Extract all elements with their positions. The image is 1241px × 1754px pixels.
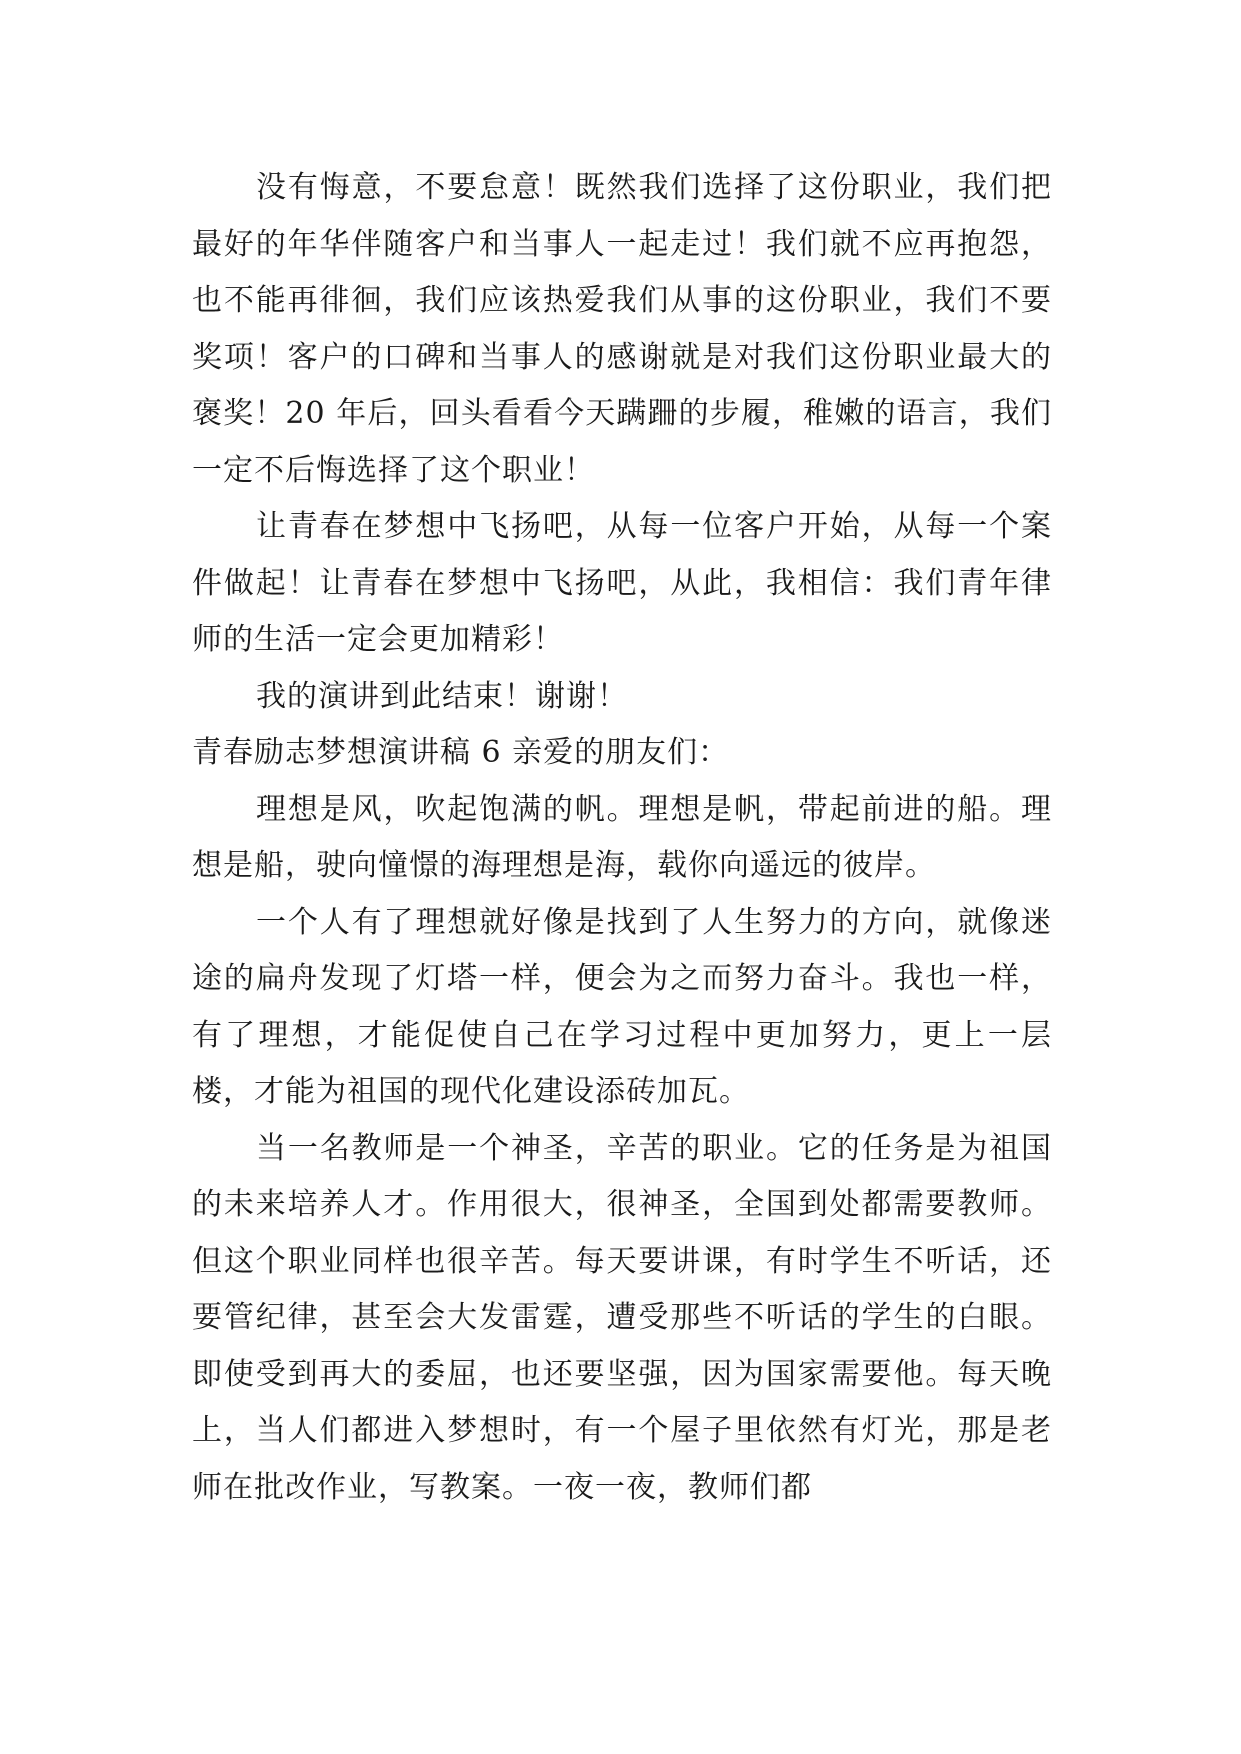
paragraph-2: 让青春在梦想中飞扬吧，从每一位客户开始，从每一个案件做起！让青春在梦想中飞扬吧，从此，我相信：我们青年律师的生活一定会更加精彩！	[192, 509, 1052, 657]
paragraph-6: 当一名教师是一个神圣，辛苦的职业。它的任务是为祖国的未来培养人才。作用很大，很神圣，全国到处都需要教师。但这个职业同样也很辛苦。每天要讲课，有时学生不听话，还要管纪律，甚至会大发雷霆，遭受那些不听话的学生的白眼。即使受到再大的委屈，也还要坚强，因为国家需要他。每天晚上，当人们都进入梦想时，有一个屋子里依然有灯光，那是老师在批改作业，写教案。一夜一夜，教师们都	[192, 1130, 1052, 1505]
paragraph-1: 没有悔意，不要怠意！既然我们选择了这份职业，我们把最好的年华伴随客户和当事人一起走过！我们就不应再抱怨，也不能再徘徊，我们应该热爱我们从事的这份职业，我们不要奖项！客户的口碑和当事人的感谢就是对我们这份职业最大的褒奖！20 年后，回头看看今天蹒跚的步履，稚嫩的语言，我们一定不后悔选择了这个职业！	[192, 170, 1052, 488]
paragraph-3: 我的演讲到此结束！谢谢！	[256, 678, 628, 714]
paragraph-5: 一个人有了理想就好像是找到了人生努力的方向，就像迷途的扁舟发现了灯塔一样，便会为之而努力奋斗。我也一样，有了理想，才能促使自己在学习过程中更加努力，更上一层楼，才能为祖国的现代化建设添砖加瓦。	[192, 904, 1052, 1109]
paragraph-4: 理想是风，吹起饱满的帆。理想是帆，带起前进的船。理想是船，驶向憧憬的海理想是海，载你向遥远的彼岸。	[192, 791, 1052, 883]
document-page	[192, 160, 1052, 1516]
section-heading: 青春励志梦想演讲稿 6 亲爱的朋友们：	[192, 735, 730, 770]
